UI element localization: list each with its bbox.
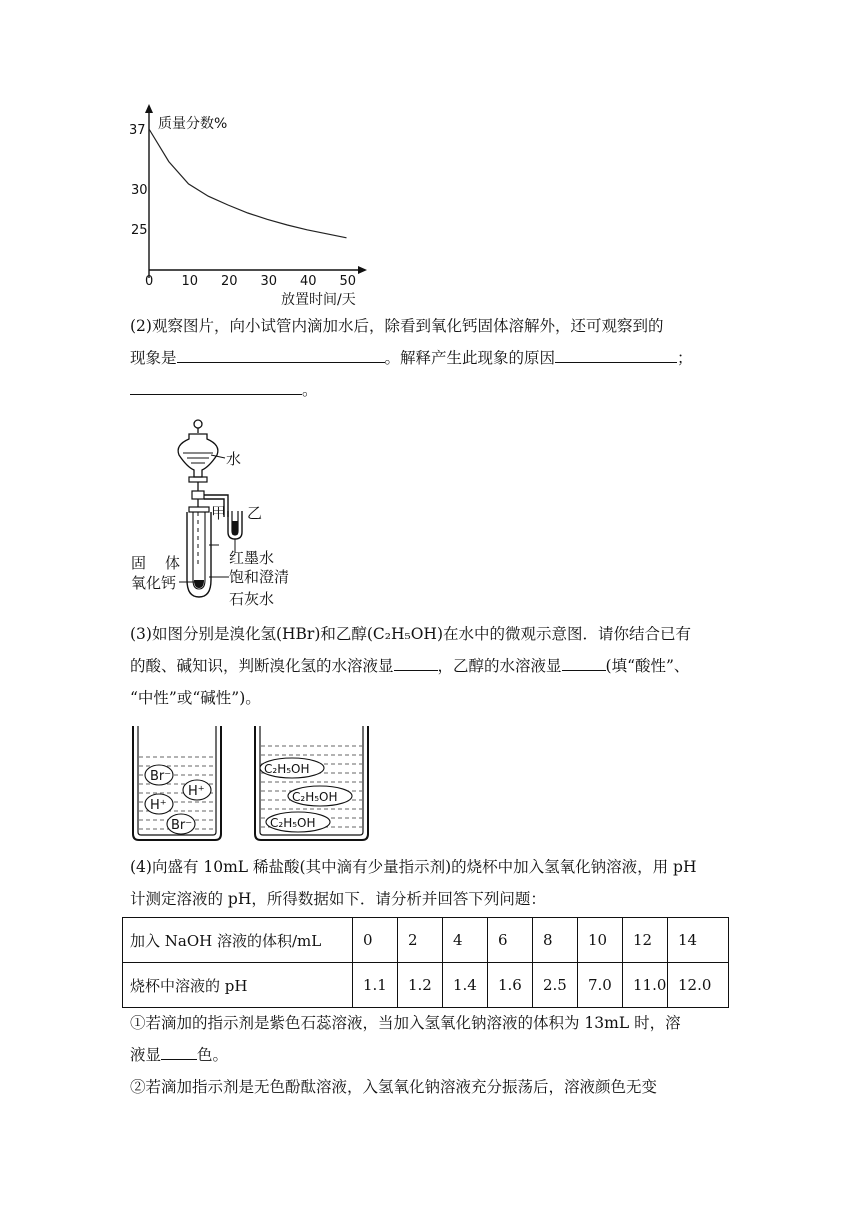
q3-line2-c: (填“酸性”、 [605,657,690,675]
table-cell: 10 [578,918,623,963]
svg-text:Br⁻: Br⁻ [171,818,193,833]
x-tick-20: 20 [221,274,238,289]
x-tick-0: 0 [145,274,154,289]
x-axis-label: 放置时间/天 [281,292,356,308]
table-cell: 12 [623,918,668,963]
svg-text:C₂H₅OH: C₂H₅OH [264,762,310,776]
y-axis-label: 质量分数% [158,116,228,132]
table-cell: 12.0 [668,963,729,1008]
label-red-ink: 红墨水 [229,549,275,567]
hbr-beaker [133,726,221,840]
q2-line2-c: ； [677,349,693,367]
q2-line2-b: 。解释产生此现象的原因 [384,349,556,367]
row2-header: 烧杯中溶液的 pH [123,963,353,1008]
y-tick-labels [129,123,148,238]
x-tick-40: 40 [300,274,317,289]
table-cell: 11.0 [623,963,668,1008]
molecule-ethanol-3 [266,812,330,832]
molecule-ethanol-1 [260,758,324,778]
x-axis-arrow [358,266,367,274]
calcium-oxide-solid [194,580,204,588]
q3-line1: (3)如图分别是溴化氢(HBr)和乙醇(C₂H₅OH)在水中的微观示意图．请你结合已有 [130,625,691,643]
table-cell: 1.4 [443,963,488,1008]
svg-text:H⁺: H⁺ [150,798,167,813]
sub1-line1: ①若滴加的指示剂是紫色石蕊溶液，当加入氢氧化钠溶液的体积为 13mL 时，溶 [130,1014,681,1032]
x-tick-10: 10 [181,274,199,289]
ethanol-beaker [255,726,368,840]
q2-line3-end: 。 [302,381,318,399]
table-cell: 2.5 [533,963,578,1008]
table-cell: 8 [533,918,578,963]
q2-line2-a: 现象是 [130,349,177,367]
x-tick-labels [145,274,356,289]
sub-questions [130,1007,730,1103]
q2-paragraph [130,310,730,406]
ion-h-2 [145,794,173,814]
table-row [123,963,729,1008]
label-water: 水 [226,450,242,468]
svg-text:Br⁻: Br⁻ [150,769,172,784]
label-jia: 甲 [211,504,227,522]
test-tube-stopper-icon [189,507,209,512]
q3-line3: “中性”或“碱性”)。 [130,689,261,707]
ion-h-1 [183,780,211,800]
molecule-ethanol-2 [288,786,352,806]
table-cell: 1.1 [353,963,398,1008]
y-axis-arrow [145,104,153,113]
y-tick-30: 30 [131,183,148,198]
x-tick-50: 50 [339,274,357,289]
table-cell: 2 [398,918,443,963]
y-tick-25: 25 [131,223,148,238]
label-ti: 体 [165,554,181,572]
table-cell: 1.2 [398,963,443,1008]
row1-header: 加入 NaOH 溶液的体积/mL [123,918,353,963]
water-lines [183,453,213,463]
q2-line1: (2)观察图片，向小试管内滴加水后，除看到氧化钙固体溶解外，还可观察到的 [130,317,664,335]
table-row [123,918,729,963]
q4-paragraph [130,851,730,915]
q3-blank-ethanol[interactable] [562,652,606,671]
label-cao: 氧化钙 [131,574,177,592]
ph-data-table [122,917,729,1008]
table-cell: 1.6 [488,963,533,1008]
small-test-tube-icon [193,512,205,589]
table-cell: 6 [488,918,533,963]
series-line [149,129,347,238]
q3-blank-hbr[interactable] [394,652,438,671]
sub1-line2-a: 液显 [130,1046,162,1064]
sub1-blank-color[interactable] [161,1041,197,1060]
table-cell: 0 [353,918,398,963]
funnel-stopper-icon [194,420,202,428]
svg-text:C₂H₅OH: C₂H₅OH [292,790,338,804]
svg-text:H⁺: H⁺ [188,784,205,799]
q2-blank-phenomenon[interactable] [177,344,385,363]
q3-line2-b: ，乙醇的水溶液显 [437,657,562,675]
q3-paragraph [130,618,730,714]
q4-line2: 计测定溶液的 pH，所得数据如下．请分析并回答下列问题： [130,890,546,908]
label-gu: 固 [131,554,147,572]
q3-line2-a: 的酸、碱知识，判断溴化氢的水溶液显 [130,657,394,675]
table-cell: 4 [443,918,488,963]
label-yi: 乙 [247,504,263,522]
sub2-line1: ②若滴加指示剂是无色酚酞溶液，入氢氧化钠溶液充分振荡后，溶液颜色无变 [130,1078,658,1096]
beakers-diagram [125,722,385,847]
ion-br-2 [167,814,195,834]
label-saturated: 饱和澄清 [229,568,290,586]
sub1-line2-b: 色。 [197,1046,229,1064]
apparatus-diagram [125,415,325,615]
label-limewater: 石灰水 [229,590,275,608]
x-tick-30: 30 [260,274,278,289]
table-cell: 14 [668,918,729,963]
ion-br-1 [145,765,173,785]
stopcock-icon [189,477,207,482]
y-tick-37: 37 [129,123,146,138]
q2-blank-reason-1[interactable] [555,344,677,363]
svg-text:C₂H₅OH: C₂H₅OH [270,816,316,830]
mass-fraction-chart [125,100,385,315]
q4-line1: (4)向盛有 10mL 稀盐酸(其中滴有少量指示剂)的烧杯中加入氢氧化钠溶液，用 pH [130,858,697,876]
table-cell: 7.0 [578,963,623,1008]
q2-blank-reason-2[interactable] [130,376,302,395]
